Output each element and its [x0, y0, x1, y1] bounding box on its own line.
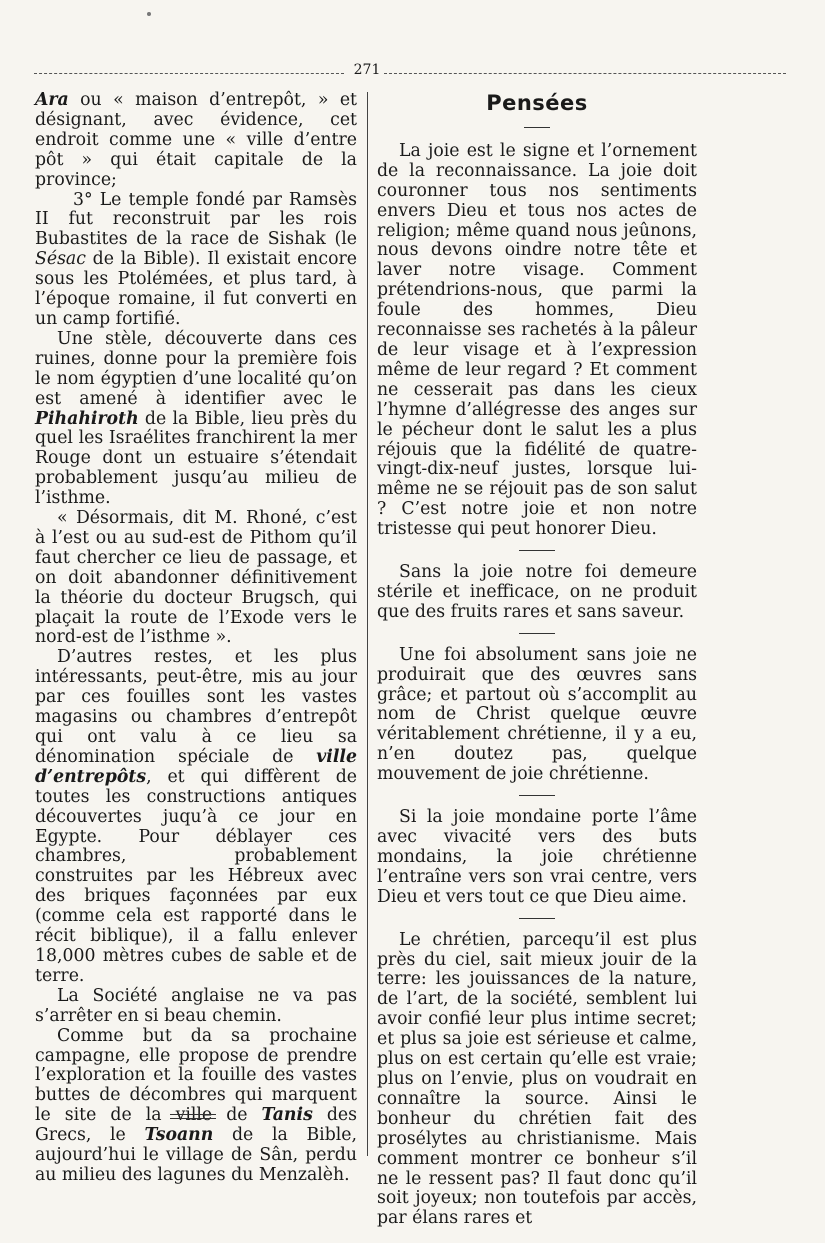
ink-speck	[147, 12, 151, 16]
page-header	[34, 62, 786, 80]
text-run: D’autres restes, et les plus intéressants, peut-être, mis au jour par ces fouilles sont les vastes magasins ou chambres d’entrepôt qui ont valu à ce lieu sa dénomination spéciale de	[35, 647, 357, 767]
paragraph	[35, 987, 357, 1027]
thought-separator	[519, 550, 555, 551]
text-run: des Grecs, le	[35, 1105, 357, 1146]
text-run: Une foi absolument sans joie ne produirait que des œuvres sans grâce; et partout où s’accomplit au nom de Christ quelque œuvre véritablement chrétienne, il y a eu, n’en doutez pas, quelque mouvement de joie chrétienne.	[377, 644, 697, 785]
paragraph	[35, 330, 357, 509]
paragraph	[35, 648, 357, 986]
thought-separator	[519, 918, 555, 919]
thought-paragraph	[377, 142, 697, 540]
text-run: Une stèle, découverte dans ces ruines, donne pour la première fois le nom égyptien d’une localité qu’on est amené à identifier avec le	[35, 328, 357, 409]
text-run: de la Bible, aujourd’hui le village de Sân, perdu au milieu des lagunes du Menzalèh.	[35, 1125, 358, 1185]
thought-separator	[519, 633, 555, 634]
thought-paragraph	[377, 646, 697, 785]
paragraph	[35, 191, 357, 330]
text-run: « Désormais, dit M. Rhoné, c’est à l’est ou au sud-est de Pithom qu’il faut chercher ce lieu de passage, et on doit abandonner définitivement la théorie du docteur Brugsch, qui plaçait la route de l’Exode vers le nord-est de l’isthme ».	[35, 508, 357, 648]
title-separator	[524, 127, 550, 128]
text-run: Le chrétien, parcequ’il est plus près du ciel, sait mieux jouir de la terre: les jouissances de la nature, de l’art, de la société, semblent lui avoir confié leur plus intime secret; et plus sa joie est sérieuse et calme, plus on est certain qu’elle est vraie; plus on l’envie, plus on voudrait en connaître la source. Ainsi le bonheur du chrétien fait des prosélytes au christianisme. Mais comment montrer ce bonheur s’il ne le ressent pas? Il faut donc qu’il soit joyeux; non toutefois par accès, par élans rares et	[377, 929, 697, 1229]
text-run: La joie est le signe et l’ornement de la reconnaissance. La joie doit couronner tous nos sentiments envers Dieu et tous nos actes de religion; même quand nous jeûnons, nous devons oindre notre tête et laver notre visage. Comment prétendrions-nous, que parmi la foule des hommes, Dieu reconnaisse ses rachetés à la pâleur de leur visage et à l’expression même de leur regard ? Et comment ne cesserait pas dans les cieux l’hymne d’allégresse des anges sur le pécheur dont le salut les a plus réjouis que la fidélité de quatre-vingt-dix-neuf justes, lorsque lui-même ne se réjouit pas de son salut ? C’est notre joie et non notre tristesse qui peut honorer Dieu.	[377, 140, 697, 540]
text-run: 3° Le temple fondé par Ramsès II fut reconstruit par les rois Bubastites de la race de Sishak (le	[35, 189, 357, 250]
end-ornament	[170, 1114, 216, 1122]
column-divider	[367, 92, 368, 1156]
text-run: Sans la joie notre foi demeure stérile et inefficace, on ne produit que des fruits rares et sans saveur.	[377, 562, 697, 622]
text-run: de la Bible). Il existait encore sous les Ptolémées, et plus tard, à l’époque romaine, il fut converti en un camp fortifié.	[35, 249, 357, 329]
pensees-blocks	[377, 142, 697, 1229]
thought-paragraph	[377, 563, 697, 623]
emphasized-term: Sésac	[35, 249, 86, 270]
emphasized-term: ville d’entrepôts	[35, 746, 357, 787]
text-run: ou « maison d’entrepôt, » et désignant, avec évidence, cet endroit comme une « ville d’entre pôt » qui était capitale de la province;	[35, 90, 357, 190]
emphasized-term: Ara	[35, 90, 69, 110]
emphasized-term: Tanis	[261, 1105, 313, 1126]
emphasized-term: Pihahiroth	[35, 408, 139, 429]
page-number: 271	[353, 62, 381, 78]
header-rule-right	[384, 73, 786, 74]
thought-paragraph	[377, 808, 697, 908]
right-column	[377, 91, 697, 1229]
text-run: , et qui diffèrent de toutes les constructions antiques découvertes juqu’à ce jour en Egypte. Pour déblayer ces chambres, probablement construites par les Hébreux avec des briques façonnées par eux (comme cela est rapporté dans le récit biblique), il a fallu enlever 18,000 mètres cubes de sable et de terre.	[35, 766, 357, 986]
emphasized-term: Tsoann	[144, 1125, 214, 1146]
section-title: Pensées	[486, 91, 588, 115]
text-run: Si la joie mondaine porte l’âme avec vivacité vers des buts mondains, la joie chrétienne l’entraîne vers son vrai centre, vers Dieu et vers tout ce que Dieu aime.	[377, 807, 697, 907]
paragraph	[35, 509, 357, 648]
paragraph	[35, 91, 357, 191]
text-run: Comme but da sa prochaine campagne, elle propose de prendre l’exploration et la fouille des vastes buttes de décombres qui marquent le site de la ville de	[35, 1025, 357, 1126]
left-column	[35, 91, 357, 1186]
thought-separator	[519, 795, 555, 796]
text-run: de la Bible, lieu près du quel les Israélites franchirent la mer Rouge dont un estuaire s’étendait probablement jusqu’au milieu de l’isthme.	[35, 408, 357, 509]
paragraph	[35, 1027, 357, 1186]
header-rule-left	[34, 73, 344, 74]
text-run: La Société anglaise ne va pas s’arrêter en si beau chemin.	[35, 985, 357, 1026]
thought-paragraph	[377, 931, 697, 1230]
